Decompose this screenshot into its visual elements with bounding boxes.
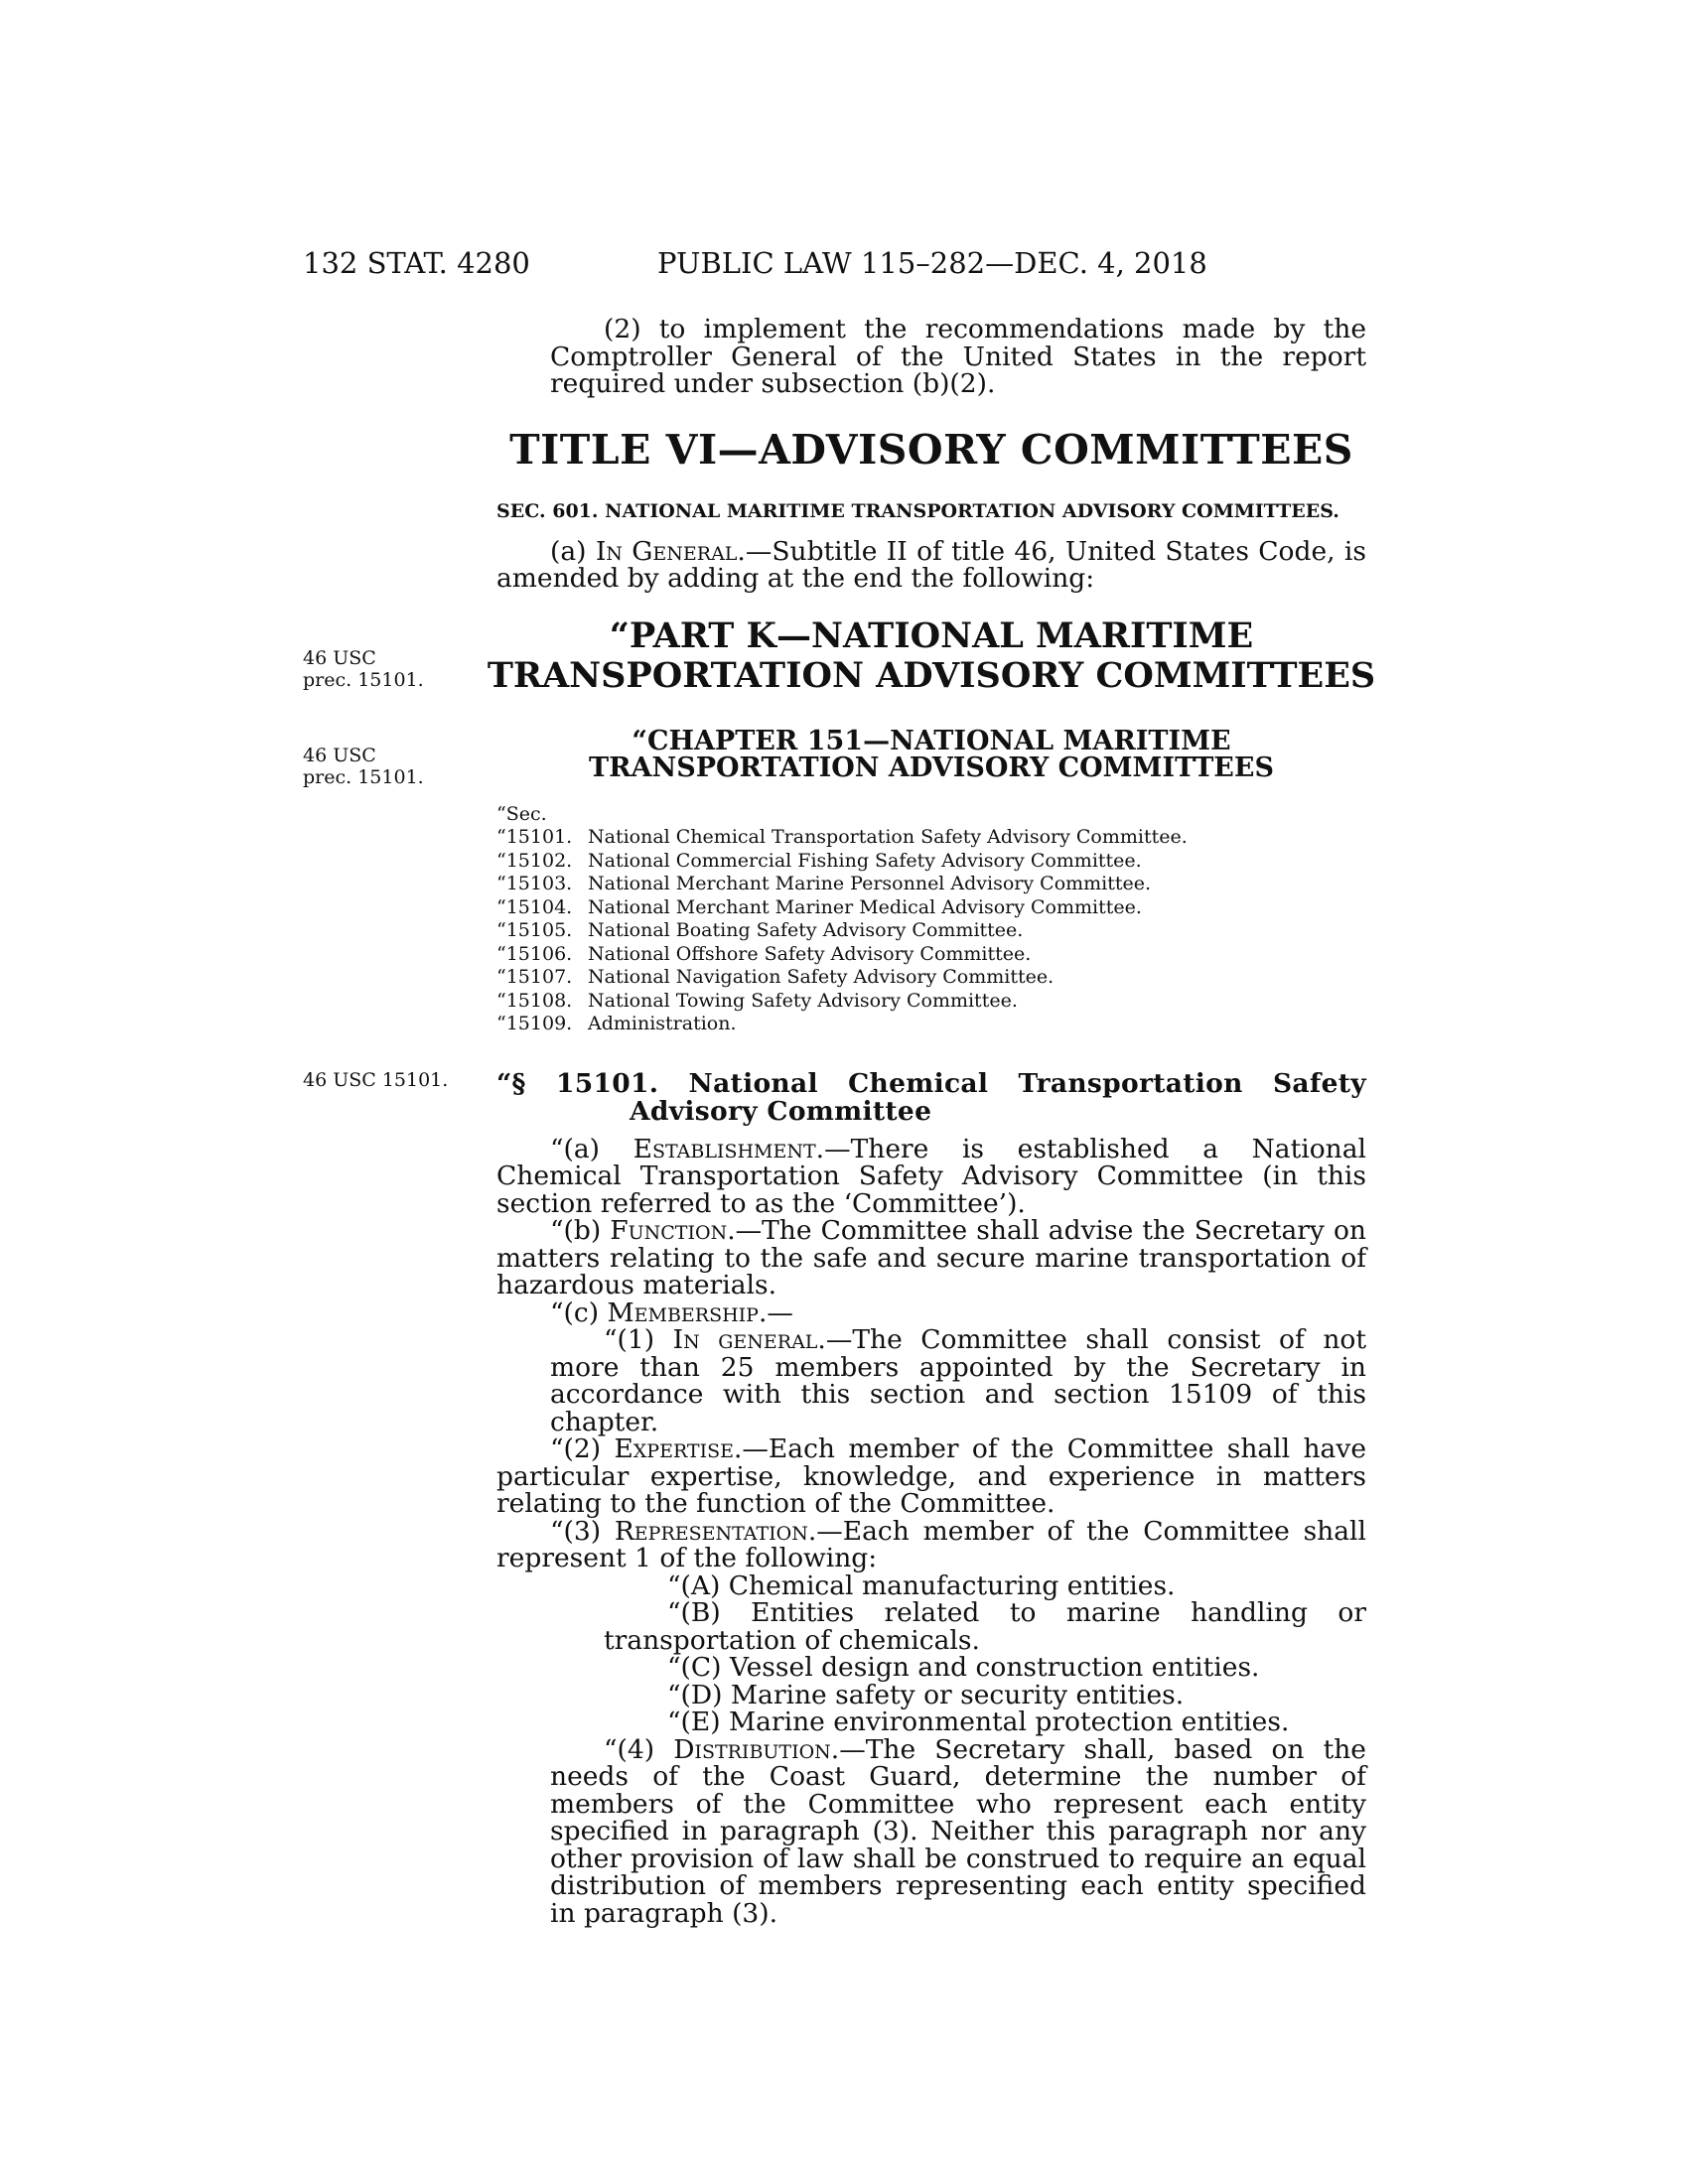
paragraph-caption: Distribution bbox=[673, 1733, 831, 1765]
table-of-sections bbox=[496, 803, 1366, 1036]
part-heading bbox=[483, 616, 1380, 696]
chapter-heading bbox=[496, 725, 1366, 783]
paragraph-caption: In general bbox=[672, 1324, 818, 1355]
toc-title: National Offshore Safety Advisory Committee. bbox=[588, 942, 1032, 965]
paragraph-lead: “(2) bbox=[550, 1433, 615, 1464]
subsection-a-establishment bbox=[496, 1133, 1367, 1219]
toc-number: “15109. bbox=[496, 1013, 573, 1034]
margin-note-line: 46 USC bbox=[303, 745, 376, 766]
paragraph-2-expertise bbox=[496, 1435, 1366, 1518]
toc-heading: “Sec. bbox=[496, 802, 547, 825]
toc-item bbox=[496, 919, 1366, 943]
part-heading-line: TRANSPORTATION ADVISORY COMMITTEES bbox=[487, 654, 1376, 696]
subsection-lead: “(c) bbox=[550, 1297, 608, 1328]
toc-title: Administration. bbox=[588, 1013, 737, 1034]
intro-paragraph: (2) to implement the recommendations made by the Comptroller General of the United States in the report required under subsection (b)(2). bbox=[550, 314, 1366, 399]
toc-number: “15108. bbox=[496, 989, 573, 1012]
toc-item bbox=[496, 896, 1366, 920]
toc-title: National Chemical Transportation Safety Advisory Committee. bbox=[588, 826, 1188, 848]
part-heading-line: “PART K—NATIONAL MARITIME bbox=[609, 614, 1254, 656]
toc-number: “15105. bbox=[496, 919, 573, 941]
chapter-heading-line: TRANSPORTATION ADVISORY COMMITTEES bbox=[589, 751, 1274, 783]
subsection-c-membership bbox=[496, 1299, 1366, 1327]
toc-number: “15101. bbox=[496, 826, 573, 848]
section-heading: SEC. 601. NATIONAL MARITIME TRANSPORTATION ADVISORY COMMITTEES. bbox=[496, 499, 1339, 522]
subsection-a bbox=[496, 535, 1366, 594]
subsection-lead: “(a) bbox=[550, 1133, 633, 1164]
toc-number: “15106. bbox=[496, 942, 573, 965]
toc-item bbox=[496, 850, 1366, 874]
paragraph-caption: Representation bbox=[614, 1515, 808, 1547]
toc-item bbox=[496, 873, 1366, 896]
subsection-text: .—There is established a National Chemical Transportation Safety Advisory Committee (in this section referred to as the ‘Committee’). bbox=[496, 1133, 1367, 1219]
paragraph-text: .—The Committee shall consist of not more than 25 members appointed by the Secretary in accordance with this section and section 15109 of this chapter. bbox=[550, 1324, 1366, 1437]
subsection-lead: (a) bbox=[550, 535, 596, 567]
toc-title: National Merchant Mariner Medical Advisory Committee. bbox=[588, 895, 1142, 918]
subparagraph-d: “(D) Marine safety or security entities. bbox=[667, 1679, 1185, 1710]
toc-number: “15104. bbox=[496, 895, 573, 918]
main-text bbox=[487, 314, 1376, 1929]
toc-item bbox=[496, 966, 1366, 990]
paragraph-text: .—Each member of the Committee shall represent 1 of the following: bbox=[496, 1515, 1366, 1573]
subsection-b-function bbox=[496, 1217, 1366, 1299]
subsection-lead: “(b) bbox=[550, 1215, 611, 1246]
section-15101-heading: “§ 15101. National Chemical Transportation Safety Advisory Committee bbox=[496, 1067, 1366, 1127]
chapter-heading-line: “CHAPTER 151—NATIONAL MARITIME bbox=[632, 725, 1231, 756]
toc-title: National Boating Safety Advisory Committee. bbox=[588, 919, 1024, 941]
subparagraph-b: “(B) Entities related to marine handling or transportation of chemicals. bbox=[604, 1597, 1366, 1656]
subsection-caption: Establishment bbox=[633, 1133, 816, 1164]
subsection-text: .— bbox=[758, 1297, 793, 1328]
margin-note-section: 46 USC 15101. bbox=[303, 1069, 449, 1091]
toc-title: National Merchant Marine Personnel Advisory Committee. bbox=[588, 873, 1152, 894]
subsection-text: .—Subtitle II of title 46, United States Code, is amended by adding at the end the following: bbox=[496, 535, 1366, 594]
running-header: PUBLIC LAW 115–282—DEC. 4, 2018 bbox=[657, 246, 1207, 280]
subsection-text: .—The Committee shall advise the Secretary on matters relating to the safe and secure marine transportation of hazardous materials. bbox=[496, 1215, 1366, 1300]
margin-note-part-k bbox=[303, 647, 424, 691]
toc-number: “15102. bbox=[496, 849, 573, 872]
paragraph-caption: Expertise bbox=[614, 1433, 734, 1464]
paragraph-lead: “(1) bbox=[604, 1324, 673, 1355]
margin-note-line: prec. 15101. bbox=[303, 669, 424, 691]
title-heading: TITLE VI—ADVISORY COMMITTEES bbox=[509, 425, 1353, 474]
paragraph-lead: “(3) bbox=[550, 1515, 615, 1547]
paragraph-4-distribution bbox=[496, 1733, 1366, 1929]
toc-title: National Towing Safety Advisory Committee. bbox=[588, 989, 1018, 1012]
toc-item bbox=[496, 826, 1366, 850]
paragraph-text: .—The Secretary shall, based on the needs of the Coast Guard, determine the number of members of the Committee who represent each entity specified in paragraph (3). Neither this paragraph nor any other provision of law shall be construed to require an equal distribution of members representing each entity specified in paragraph (3). bbox=[550, 1733, 1366, 1929]
toc-item bbox=[496, 943, 1366, 967]
paragraph-lead: “(4) bbox=[604, 1733, 674, 1765]
paragraph-3-representation bbox=[496, 1515, 1366, 1573]
paragraph-1-in-general bbox=[496, 1326, 1366, 1435]
toc-number: “15103. bbox=[496, 873, 573, 894]
subparagraph-c: “(C) Vessel design and construction entities. bbox=[667, 1652, 1260, 1683]
stat-page-number: 132 STAT. 4280 bbox=[303, 246, 530, 280]
toc-item bbox=[496, 990, 1366, 1014]
margin-note-line: prec. 15101. bbox=[303, 766, 424, 788]
paragraph-text: .—Each member of the Committee shall have particular expertise, knowledge, and experience in matters relating to the function of the Committee. bbox=[496, 1433, 1366, 1519]
margin-note-line: 46 USC bbox=[303, 647, 376, 669]
toc-number: “15107. bbox=[496, 966, 573, 988]
subparagraph-e: “(E) Marine environmental protection entities. bbox=[667, 1706, 1290, 1737]
subsection-caption: In General bbox=[595, 535, 738, 567]
subsection-caption: Membership bbox=[607, 1297, 759, 1328]
toc-title: National Navigation Safety Advisory Committee. bbox=[588, 966, 1055, 988]
toc-title: National Commercial Fishing Safety Advisory Committee. bbox=[588, 849, 1142, 872]
subsection-caption: Function bbox=[610, 1215, 728, 1246]
subparagraph-a: “(A) Chemical manufacturing entities. bbox=[667, 1570, 1176, 1601]
margin-note-chapter bbox=[303, 745, 424, 788]
toc-item bbox=[496, 1013, 1366, 1036]
